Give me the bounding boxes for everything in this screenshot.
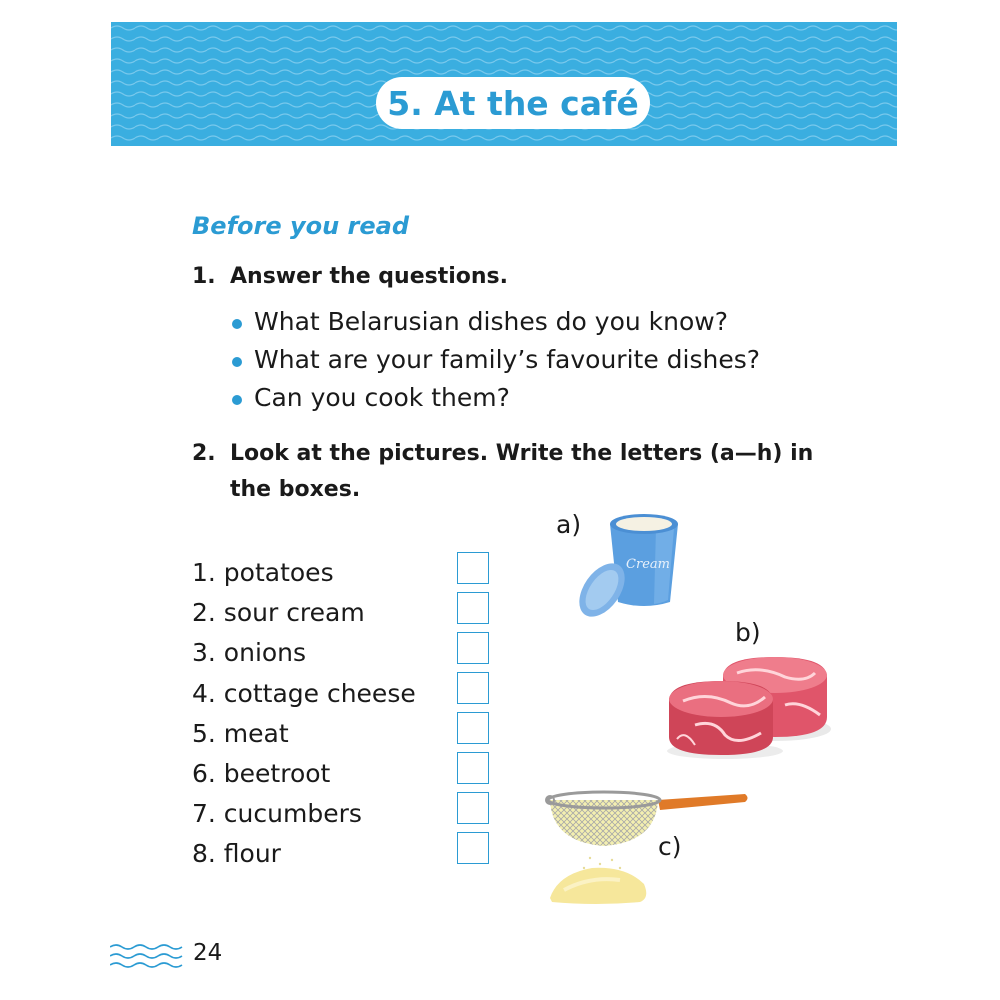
food-item: 8. flour [192,839,281,869]
question-item [228,341,760,379]
task-2-instruction-line1: Look at the pictures. Write the letters (a—h) in [230,441,814,466]
question-text: Can you cook them? [254,383,510,412]
question-text: What Belarusian dishes do you know? [254,307,728,336]
answer-box-7[interactable] [457,792,489,824]
answer-box-6[interactable] [457,752,489,784]
task-1-instruction: Answer the questions. [230,264,509,289]
answer-box-3[interactable] [457,632,489,664]
answer-box-5[interactable] [457,712,489,744]
page-number: 24 [193,940,223,966]
bullet-icon [232,319,242,329]
footer-wave-icon [110,942,186,972]
food-item: 1. potatoes [192,558,334,587]
question-item [228,379,760,417]
section-heading: Before you read [192,212,410,240]
chapter-title-pill [376,77,650,129]
picture-a-label: a) [556,510,582,539]
cream-tub-caption: Cream [626,557,670,572]
task-1 [192,259,832,299]
food-item: 6. beetroot [192,758,331,788]
question-item [228,303,760,341]
task-2 [192,436,842,516]
food-item: 4. cottage cheese [192,678,416,708]
answer-box-4[interactable] [457,672,489,704]
food-list [192,553,416,875]
cream-tub-icon [570,510,685,620]
chapter-title: 5. At the café [387,83,639,123]
flour-sieve-icon [540,780,755,910]
task-2-number: 2. [192,441,216,466]
food-item: 7. cucumbers [192,799,362,829]
food-item: 3. onions [192,638,307,668]
bullet-icon [232,357,242,367]
task-2-instruction-line2: the boxes. [230,477,361,502]
question-text: What are your family’s favourite dishes? [254,345,761,374]
food-item: 5. meat [192,718,289,748]
question-list [228,303,760,417]
food-item: 2. sour cream [192,598,365,628]
picture-c-label: c) [658,832,682,861]
picture-b-label: b) [735,618,761,647]
raw-meat-icon [665,655,845,760]
bullet-icon [232,395,242,405]
answer-box-1[interactable] [457,552,489,584]
answer-box-8[interactable] [457,832,489,864]
answer-box-2[interactable] [457,592,489,624]
task-1-number: 1. [192,264,216,289]
